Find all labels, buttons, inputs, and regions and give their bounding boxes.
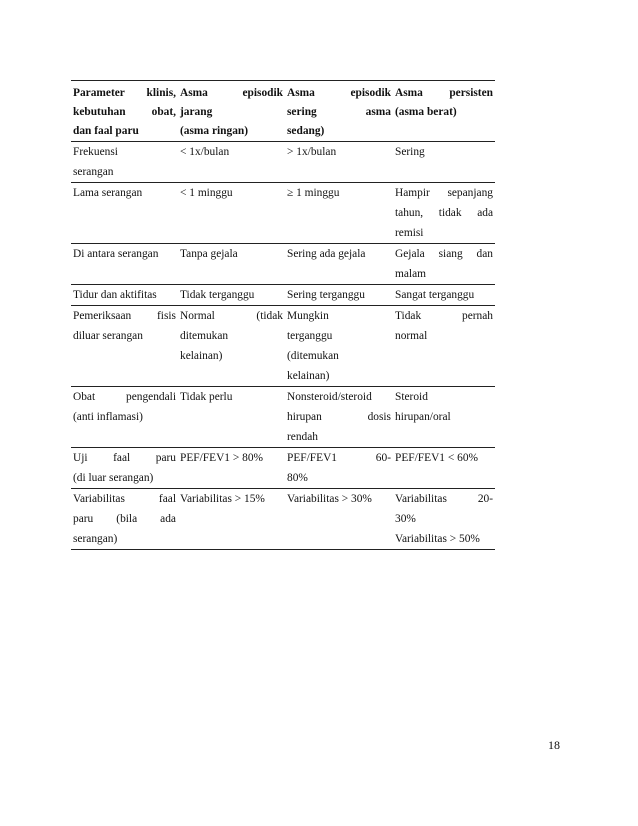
cell-line: Pemeriksaan fisis (73, 310, 176, 322)
cell-line: serangan) (73, 533, 118, 545)
cell-line: Tidak terganggu (180, 289, 255, 301)
page-number: 18 (548, 738, 560, 752)
table-cell-persisten (393, 448, 495, 489)
table-row (71, 142, 495, 183)
table-cell-parameter (71, 183, 178, 244)
table-cell-parameter (71, 387, 178, 448)
cell-line: Variabilitas > 15% (180, 493, 265, 505)
cell-line: PEF/FEV1 < 60% (395, 452, 479, 464)
table-cell-episodik-jarang (178, 489, 285, 550)
table-row (71, 448, 495, 489)
header-cell-parameter (71, 81, 178, 142)
header-cell-persisten (393, 81, 495, 142)
table-row (71, 183, 495, 244)
table-cell-episodik-sering (285, 306, 393, 387)
cell-line: rendah (287, 431, 318, 443)
cell-line: Sangat terganggu (395, 289, 475, 301)
cell-line: malam (395, 268, 426, 280)
cell-line: Variabilitas 20- (395, 493, 493, 505)
header-line: (asma berat) (395, 106, 457, 118)
table-cell-episodik-sering (285, 142, 393, 183)
cell-line: 30% (395, 513, 416, 525)
header-line: Asma episodik (287, 87, 391, 99)
table-row (71, 306, 495, 387)
table-cell-episodik-jarang (178, 306, 285, 387)
cell-line: Nonsteroid/steroid (287, 391, 372, 403)
header-line: (asma ringan) (180, 125, 249, 137)
table-cell-episodik-jarang (178, 142, 285, 183)
cell-line: Uji faal paru (73, 452, 176, 464)
table-cell-episodik-sering (285, 244, 393, 285)
table-cell-persisten (393, 142, 495, 183)
cell-line: ditemukan (180, 330, 229, 342)
header-line: Asma persisten (395, 87, 493, 99)
cell-line: terganggu (287, 330, 333, 342)
cell-line: Hampir sepanjang (395, 187, 493, 199)
cell-line: (anti inflamasi) (73, 411, 143, 423)
table-header-row (71, 81, 495, 142)
cell-line: Variabilitas faal (73, 493, 176, 505)
table-cell-parameter (71, 244, 178, 285)
cell-line: diluar serangan (73, 330, 143, 342)
cell-line: remisi (395, 227, 424, 239)
cell-line: Tidak pernah (395, 310, 493, 322)
table-cell-parameter (71, 142, 178, 183)
cell-line: Sering terganggu (287, 289, 365, 301)
cell-line: Variabilitas > 30% (287, 493, 372, 505)
header-line: jarang (180, 106, 213, 118)
cell-line: paru (bila ada (73, 513, 176, 525)
cell-line: PEF/FEV1 > 80% (180, 452, 264, 464)
table-cell-parameter (71, 448, 178, 489)
cell-line: ≥ 1 minggu (287, 187, 340, 199)
cell-line: Tidak perlu (180, 391, 233, 403)
cell-line: Variabilitas > 50% (395, 533, 480, 545)
cell-line: Tidur dan aktifitas (73, 289, 157, 301)
cell-line: Sering (395, 146, 425, 158)
table-row (71, 285, 495, 306)
table-cell-parameter (71, 489, 178, 550)
cell-line: 80% (287, 472, 308, 484)
cell-line: Frekuensi (73, 146, 118, 158)
table-cell-parameter (71, 306, 178, 387)
table-cell-persisten (393, 244, 495, 285)
table-cell-parameter (71, 285, 178, 306)
header-cell-episodik-sering (285, 81, 393, 142)
header-line: dan faal paru (73, 125, 139, 137)
table-cell-persisten (393, 183, 495, 244)
table-cell-persisten (393, 387, 495, 448)
table-row (71, 387, 495, 448)
table-cell-persisten (393, 306, 495, 387)
cell-line: kelainan) (180, 350, 223, 362)
table-body (71, 142, 495, 550)
cell-line: (ditemukan (287, 350, 339, 362)
header-line: sering asma (287, 106, 391, 118)
cell-line: Normal (tidak (180, 310, 283, 322)
table-row (71, 244, 495, 285)
cell-line: (di luar serangan) (73, 472, 154, 484)
table-cell-persisten (393, 285, 495, 306)
table-cell-episodik-jarang (178, 387, 285, 448)
table-cell-episodik-jarang (178, 183, 285, 244)
asthma-classification-table (71, 80, 495, 550)
cell-line: Gejala siang dan (395, 248, 493, 260)
table-cell-episodik-jarang (178, 285, 285, 306)
cell-line: < 1x/bulan (180, 146, 230, 158)
cell-line: Lama serangan (73, 187, 143, 199)
table-row (71, 489, 495, 550)
cell-line: normal (395, 330, 428, 342)
header-line: Asma episodik (180, 87, 283, 99)
table-cell-episodik-jarang (178, 244, 285, 285)
cell-line: PEF/FEV1 60- (287, 452, 391, 464)
table-cell-episodik-sering (285, 387, 393, 448)
table-cell-episodik-sering (285, 183, 393, 244)
cell-line: < 1 minggu (180, 187, 233, 199)
cell-line: Steroid (395, 391, 428, 403)
cell-line: Di antara serangan (73, 248, 159, 260)
table-cell-episodik-sering (285, 448, 393, 489)
cell-line: > 1x/bulan (287, 146, 337, 158)
cell-line: serangan (73, 166, 114, 178)
cell-line: kelainan) (287, 370, 330, 382)
table-cell-persisten (393, 489, 495, 550)
cell-line: Tanpa gejala (180, 248, 238, 260)
table-cell-episodik-jarang (178, 448, 285, 489)
cell-line: hirupan/oral (395, 411, 451, 423)
cell-line: Mungkin (287, 310, 329, 322)
header-cell-episodik-jarang (178, 81, 285, 142)
header-line: sedang) (287, 125, 325, 137)
cell-line: hirupan dosis (287, 411, 391, 423)
table-cell-episodik-sering (285, 285, 393, 306)
cell-line: Obat pengendali (73, 391, 176, 403)
table-cell-episodik-sering (285, 489, 393, 550)
cell-line: Sering ada gejala (287, 248, 366, 260)
header-line: kebutuhan obat, (73, 106, 176, 118)
cell-line: tahun, tidak ada (395, 207, 493, 219)
header-line: Parameter klinis, (73, 87, 176, 99)
